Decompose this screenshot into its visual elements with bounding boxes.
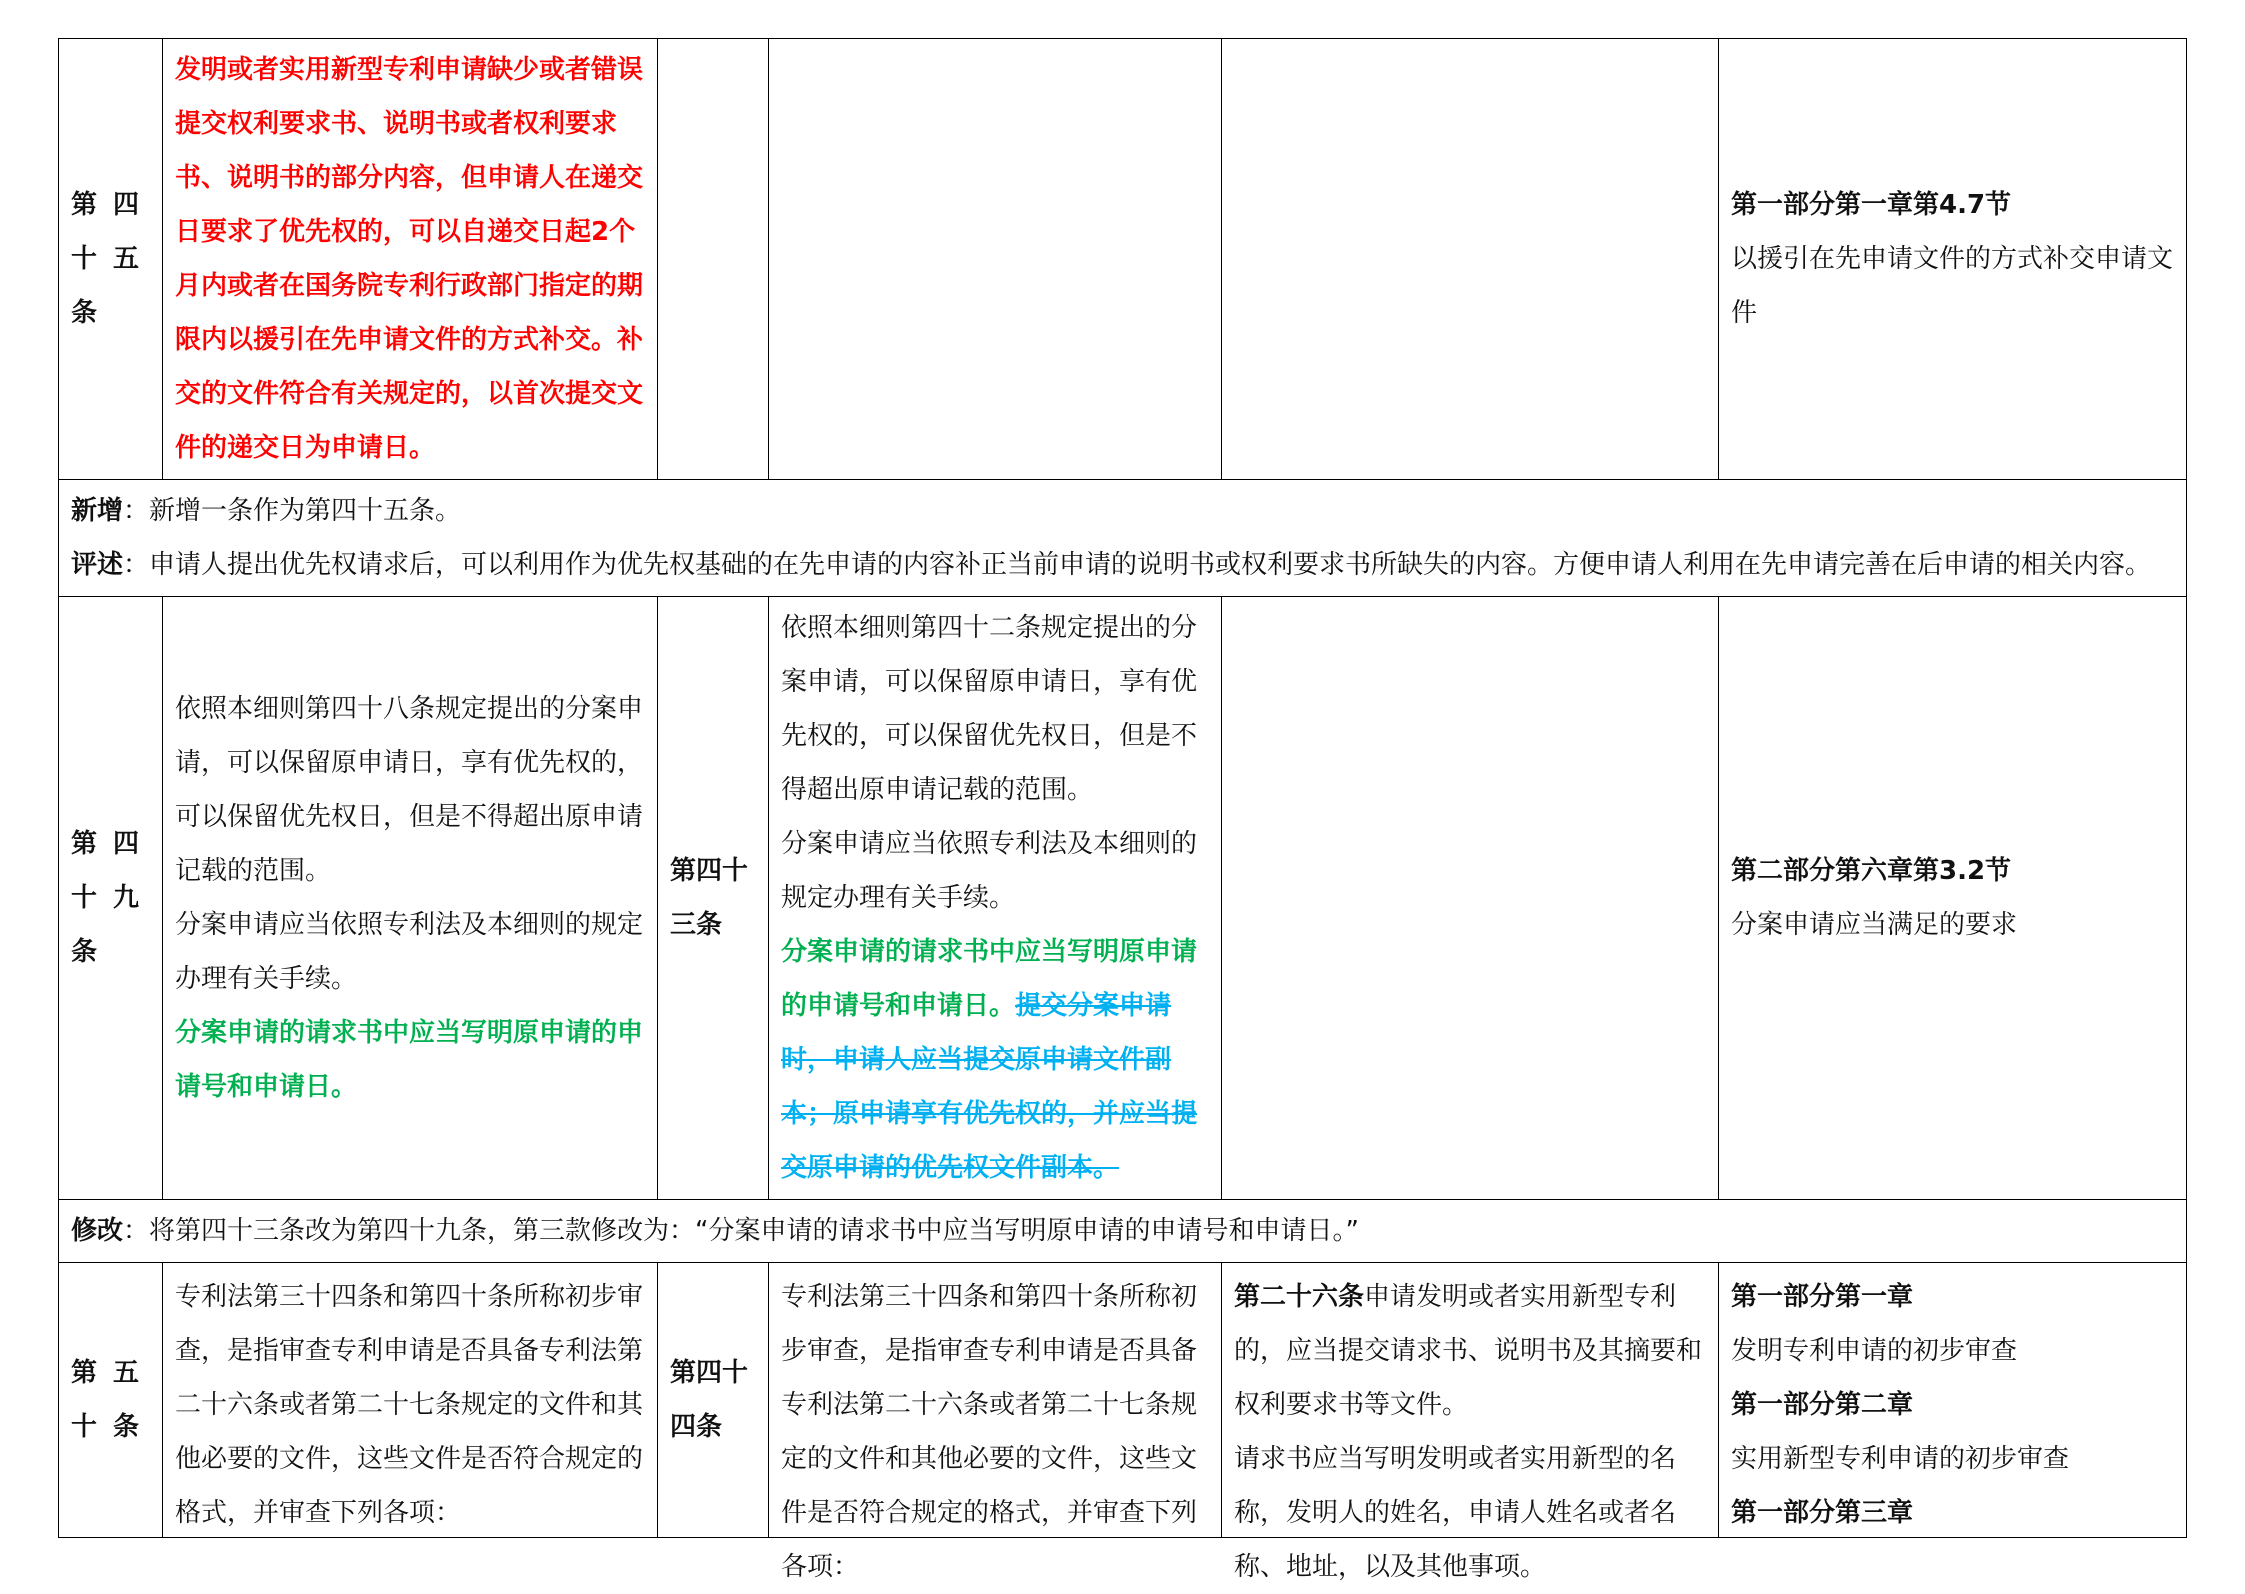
table-row-note-45 [59, 480, 2187, 597]
note-line-added: 新增：新增一条作为第四十五条。 [71, 496, 462, 526]
new-article-text: 依照本细则第四十八条规定提出的分案申请，可以保留原申请日，享有优先权的，可以保留优先权日，但是不得超出原申请记载的范围。 分案申请应当依照专利法及本细则的规定办理有关手续。 分案申请的请求书中应当写明原申请的申请号和申请日。 [163, 597, 658, 1200]
comparison-table [58, 38, 2187, 1582]
modified-text: 分案申请的请求书中应当写明原申请的申请号和申请日。 [175, 1018, 644, 1102]
new-article-text: 专利法第三十四条和第四十条所称初步审查，是指审查专利申请是否具备专利法第二十六条或者第二十七条规定的文件和其他必要的文件，这些文件是否符合规定的格式，并审查下列各项： [163, 1263, 658, 1538]
new-article-number: 第五十条 [59, 1263, 163, 1538]
deleted-text: 提交分案申请时，申请人应当提交原申请文件副本；原申请享有优先权的，并应当提交原申请的优先权文件副本。 [781, 991, 1198, 1183]
table-row-article-49 [59, 597, 2187, 1200]
patent-law-text: 第二十六条申请发明或者实用新型专利的，应当提交请求书、说明书及其摘要和权利要求书等文件。 请求书应当写明发明或者实用新型的名称，发明人的姓名，申请人姓名或者名称、地址，以及其他事项。 [1222, 1263, 1719, 1538]
old-article-text: 专利法第三十四条和第四十条所称初步审查，是指审查专利申请是否具备专利法第二十六条或者第二十七条规定的文件和其他必要的文件，这些文件是否符合规定的格式，并审查下列各项： [769, 1263, 1222, 1538]
patent-law-text [1222, 39, 1719, 480]
old-article-text [769, 39, 1222, 480]
guideline-reference: 第一部分第一章第4.7节 以援引在先申请文件的方式补交申请文件 [1719, 39, 2187, 480]
table-row-article-50 [59, 1263, 2187, 1538]
guideline-reference: 第一部分第一章 发明专利申请的初步审查 第一部分第二章 实用新型专利申请的初步审查 第一部分第三章 [1719, 1263, 2187, 1538]
new-article-number: 第四十九条 [59, 597, 163, 1200]
document-page [58, 38, 2186, 1582]
added-text: 发明或者实用新型专利申请缺少或者错误提交权利要求书、说明书或者权利要求书、说明书的部分内容，但申请人在递交日要求了优先权的，可以自递交日起2个月内或者在国务院专利行政部门指定的期限内以援引在先申请文件的方式补交。补交的文件符合有关规定的，以首次提交文件的递交日为申请日。 [175, 55, 644, 463]
old-article-text: 依照本细则第四十二条规定提出的分案申请，可以保留原申请日，享有优先权的，可以保留优先权日，但是不得超出原申请记载的范围。 分案申请应当依照专利法及本细则的规定办理有关手续。 分案申请的请求书中应当写明原申请的申请号和申请日。提交分案申请时，申请人应当提交原申请文件副本；原申请享有优先权的，并应当提交原申请的优先权文件副本。 [769, 597, 1222, 1200]
old-article-number [658, 39, 769, 480]
change-note: 修改：将第四十三条改为第四十九条，第三款修改为：“分案申请的请求书中应当写明原申请的申请号和申请日。” [59, 1200, 2187, 1263]
kept-text: 分案申请的请求书中应当写明原申请的申请号和申请日。 [781, 937, 1198, 1021]
table-row-article-45 [59, 39, 2187, 480]
new-article-number: 第四十五条 [59, 39, 163, 480]
note-line-comment: 评述：申请人提出优先权请求后，可以利用作为优先权基础的在先申请的内容补正当前申请的说明书或权利要求书所缺失的内容。方便申请人利用在先申请完善在后申请的相关内容。 [71, 550, 2152, 580]
table-row-note-49 [59, 1200, 2187, 1263]
old-article-number: 第四十四条 [658, 1263, 769, 1538]
guideline-reference: 第二部分第六章第3.2节 分案申请应当满足的要求 [1719, 597, 2187, 1200]
change-note [59, 480, 2187, 597]
old-article-number: 第四十三条 [658, 597, 769, 1200]
new-article-text [163, 39, 658, 480]
patent-law-text [1222, 597, 1719, 1200]
